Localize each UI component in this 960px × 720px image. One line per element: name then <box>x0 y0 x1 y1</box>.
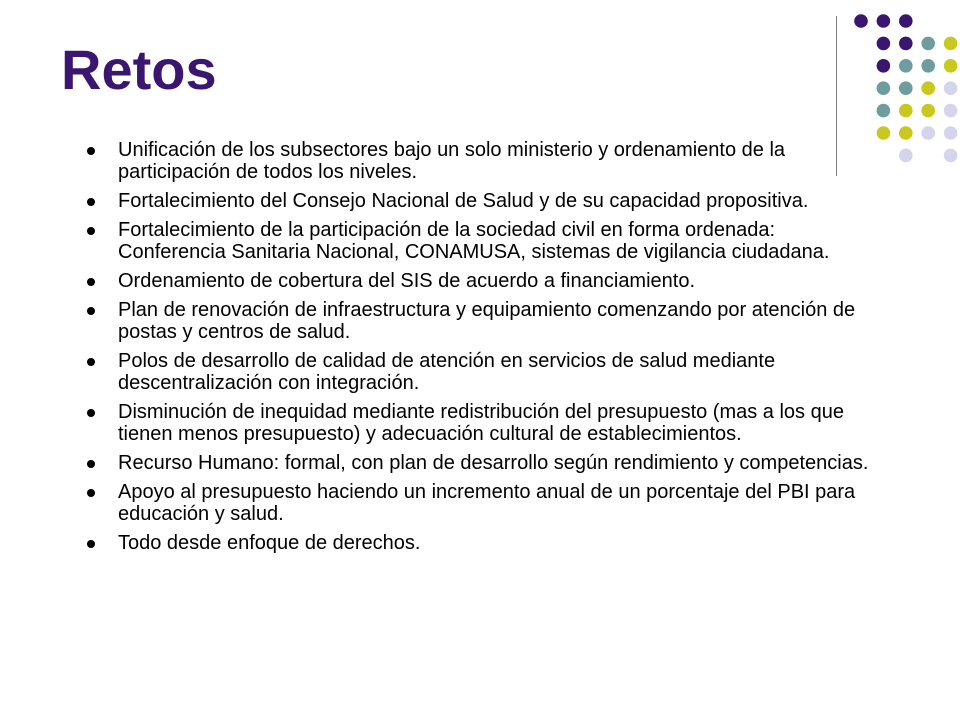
decorative-dot-yellow <box>921 104 935 118</box>
decorative-dot-yellow <box>944 37 958 51</box>
decorative-dot-yellow <box>877 126 891 140</box>
decorative-dot-teal <box>899 59 913 73</box>
bullet-item <box>84 190 874 212</box>
bullet-dot-icon <box>87 540 95 548</box>
decorative-dot-lavender <box>944 149 958 163</box>
bullet-item <box>84 401 874 445</box>
bullet-dot-icon <box>87 278 95 286</box>
bullet-item <box>84 270 874 292</box>
bullet-dot-icon <box>87 489 95 497</box>
bullet-text: Fortalecimiento del Consejo Nacional de Salud y de su capacidad propositiva. <box>118 190 809 212</box>
slide-title: Retos <box>61 38 217 101</box>
bullet-text: Unificación de los subsectores bajo un solo ministerio y ordenamiento de la participación de todos los niveles. <box>118 139 786 183</box>
decorative-dot-lavender <box>944 104 958 118</box>
bullet-dot-icon <box>87 147 95 155</box>
bullet-dot-icon <box>87 409 95 417</box>
bullet-text: Apoyo al presupuesto haciendo un incremento anual de un porcentaje del PBI para educación y salud. <box>118 481 856 525</box>
bullet-list <box>84 139 874 561</box>
decorative-dot-lavender <box>921 126 935 140</box>
bullet-item <box>84 481 874 525</box>
bullet-item <box>84 532 874 554</box>
bullet-dot-icon <box>87 307 95 315</box>
bullet-text: Todo desde enfoque de derechos. <box>118 532 421 554</box>
decorative-dot-teal <box>877 81 891 95</box>
decorative-dot-lavender <box>899 149 913 163</box>
bullet-dot-icon <box>87 198 95 206</box>
bullet-item <box>84 299 874 343</box>
bullet-text: Polos de desarrollo de calidad de atención en servicios de salud mediante descentralización con integración. <box>118 350 776 394</box>
decorative-dot-purple <box>877 37 891 51</box>
bullet-dot-icon <box>87 227 95 235</box>
decorative-dot-purple <box>899 37 913 51</box>
decorative-dot-lavender <box>944 81 958 95</box>
bullet-dot-icon <box>87 358 95 366</box>
decorative-dot-teal <box>877 104 891 118</box>
decorative-dot-yellow <box>944 59 958 73</box>
bullet-text: Disminución de inequidad mediante redistribución del presupuesto (mas a los que tienen menos presupuesto) y adecuación cultural de establecimientos. <box>118 401 844 445</box>
bullet-text: Plan de renovación de infraestructura y equipamiento comenzando por atención de postas y centros de salud. <box>118 299 856 343</box>
bullet-item <box>84 350 874 394</box>
decorative-dot-purple <box>899 14 913 28</box>
decorative-dot-teal <box>899 81 913 95</box>
decorative-dot-purple <box>877 14 891 28</box>
decorative-dot-purple <box>854 14 868 28</box>
decorative-dot-yellow <box>921 81 935 95</box>
decorative-dot-yellow <box>899 126 913 140</box>
decorative-dot-teal <box>921 59 935 73</box>
decorative-dot-purple <box>877 59 891 73</box>
bullet-text: Recurso Humano: formal, con plan de desarrollo según rendimiento y competencias. <box>118 452 869 474</box>
bullet-item <box>84 452 874 474</box>
decorative-dot-lavender <box>944 126 958 140</box>
decorative-dot-yellow <box>899 104 913 118</box>
decorative-dot-teal <box>921 37 935 51</box>
bullet-item <box>84 219 874 263</box>
bullet-dot-icon <box>87 460 95 468</box>
bullet-text: Fortalecimiento de la participación de la sociedad civil en forma ordenada: Conferencia Sanitaria Nacional, CONAMUSA, sistemas de vigilancia ciudadana. <box>118 219 830 263</box>
bullet-item <box>84 139 874 183</box>
bullet-text: Ordenamiento de cobertura del SIS de acuerdo a financiamiento. <box>118 270 696 292</box>
